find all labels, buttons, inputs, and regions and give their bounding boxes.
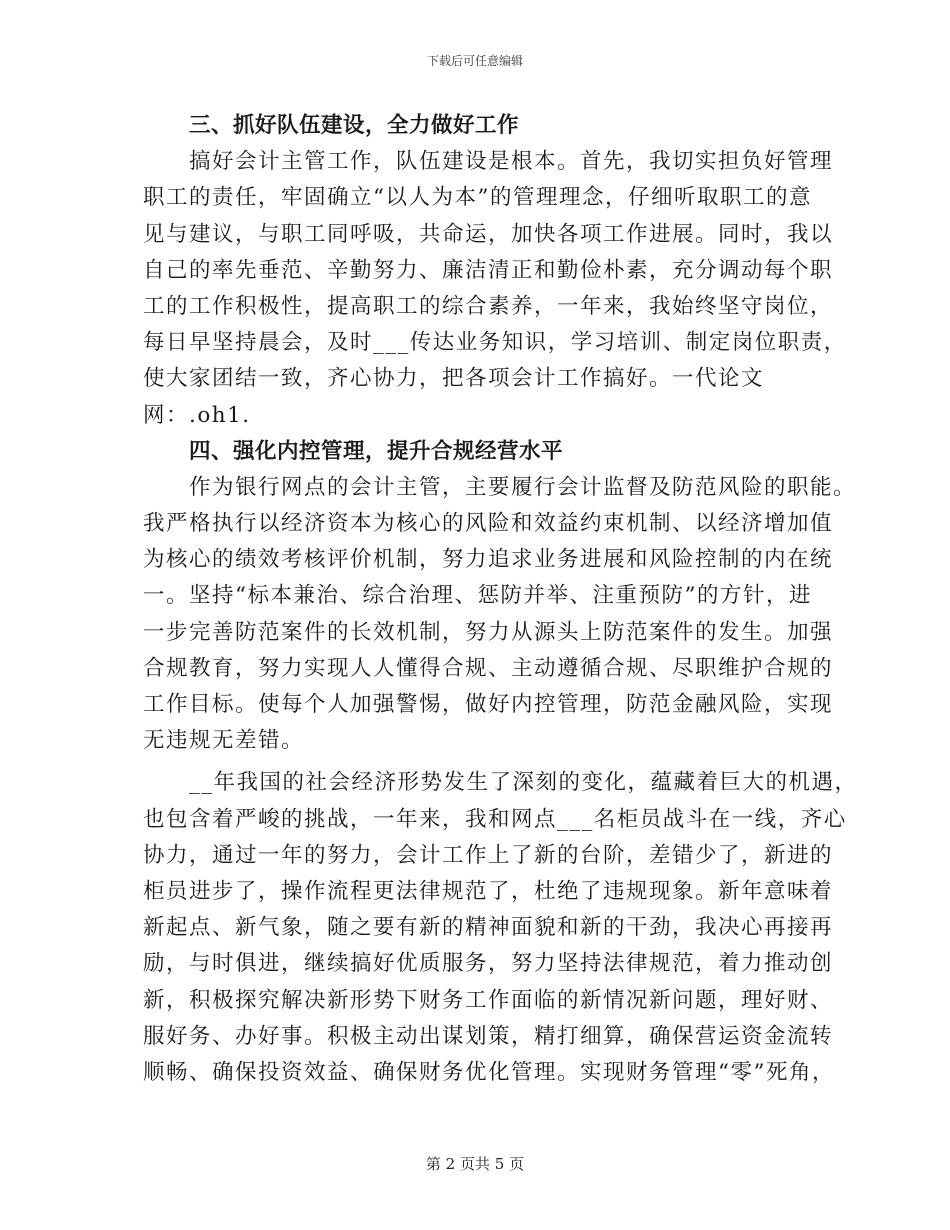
paragraph-line: 搞好会计主管工作，队伍建设是根本。首先，我切实担负好管理 [189,149,834,175]
paragraph-line: 协力，通过一年的努力，会计工作上了新的台阶，差错少了，新进的 [143,842,834,868]
paragraph-line: 也包含着严峻的挑战，一年来，我和网点___名柜员战斗在一线，齐心 [143,806,847,832]
paragraph-line: 工的工作积极性，提高职工的综合素养，一年来，我始终坚守岗位， [143,293,834,319]
paragraph-line: 作为银行网点的会计主管，主要履行会计监督及防范风险的职能。 [189,474,857,500]
paragraph-line: 柜员进步了，操作流程更法律规范了，杜绝了违规现象。新年意味着 [143,878,834,904]
page-footer: 第 2 页共 5 页 [425,1155,525,1173]
paragraph-line: 一步完善防范案件的长效机制，努力从源头上防范案件的发生。加强 [143,619,834,645]
paragraph-line: 服好务、办好事。积极主动出谋划策，精打细算，确保营运资金流转 [143,1023,834,1049]
paragraph-line: 每日早坚持晨会，及时___传达业务知识，学习培训、制定岗位职责， [143,330,847,356]
paragraph-line: 网：.oh1. [143,402,251,428]
document-body [143,108,858,1091]
section-heading: 四、强化内控管理，提升合规经营水平 [189,438,564,464]
section-heading: 三、抓好队伍建设，全力做好工作 [189,113,520,138]
paragraph-line: 自己的率先垂范、辛勤努力、廉洁清正和勤俭朴素，充分调动每个职 [143,257,834,283]
paragraph-line: 为核心的绩效考核评价机制，努力追求业务进展和风险控制的内在统 [143,547,834,573]
paragraph-line: 新，积极探究解决新形势下财务工作面临的新情况新问题，理好财、 [143,987,834,1013]
paragraph-line: 使大家团结一致，齐心协力，把各项会计工作搞好。一代论文 [143,366,765,392]
paragraph-line: 新起点、新气象，随之要有新的精神面貌和新的干劲，我决心再接再 [143,915,834,941]
paragraph-line: 合规教育，努力实现人人懂得合规、主动遵循合规、尽职维护合规的 [143,655,834,681]
paragraph-line: 我严格执行以经济资本为核心的风险和效益约束机制、以经济增加值 [143,511,834,537]
paragraph-line: 顺畅、确保投资效益、确保财务优化管理。实现财务管理“零”死角， [143,1059,835,1085]
paragraph-line: 无违规无差错。 [143,728,305,754]
paragraph-line: 见与建议，与职工同呼吸，共命运，加快各项工作进展。同时，我以 [143,221,834,247]
paragraph-line: 励，与时俱进，继续搞好优质服务，努力坚持法律规范，着力推动创 [143,951,834,977]
paragraph-line: 工作目标。使每个人加强警惕，做好内控管理，防范金融风险，实现 [143,692,834,717]
paragraph-line: 职工的责任，牢固确立“以人为本”的管理理念，仔细听取职工的意 [143,185,812,211]
page-header: 下载后可任意编辑 [426,54,523,68]
paragraph-line: __年我国的社会经济形势发生了深刻的变化，蕴藏着巨大的机遇， [189,770,858,796]
paragraph-line: 一。坚持“标本兼治、综合治理、惩防并举、注重预防”的方针，进 [143,583,812,609]
